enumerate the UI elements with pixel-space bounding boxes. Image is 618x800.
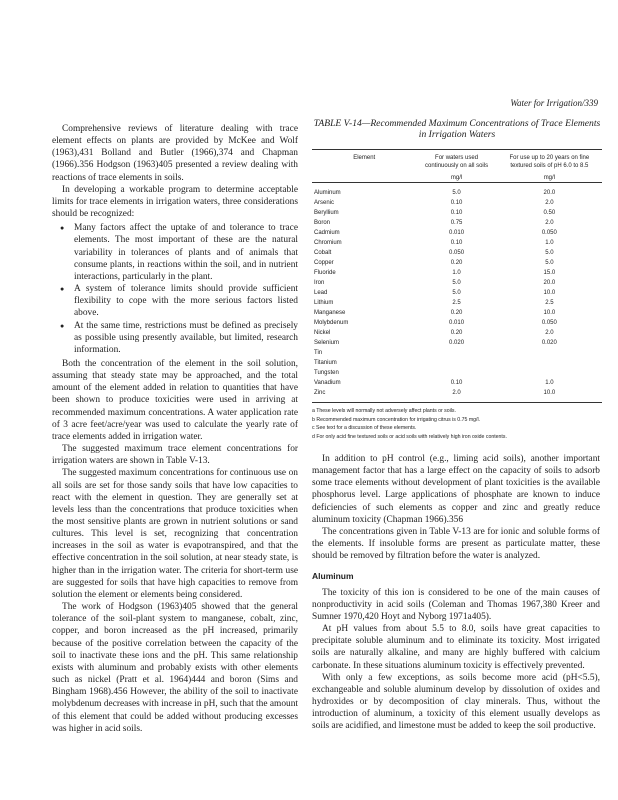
element-name: Cobalt	[314, 250, 332, 256]
element-name: Vanadium	[314, 380, 341, 386]
paragraph: Comprehensive reviews of literature dealing with trace element effects on plants are provided by McKee and Wolf (1963),431 Bolland and Butler (1966),374 and Chapman (1966).356 Hodgson (1963)405 presented a review dealing with reactions of trace elements in soils.	[52, 124, 298, 183]
footnote: a These levels will normally not adversely affect plants or soils.	[312, 408, 456, 414]
continuous-value: 0.20	[450, 330, 463, 336]
continuous-value: 0.20	[450, 260, 463, 266]
table-row	[312, 248, 602, 258]
short-term-value: 10.0	[543, 290, 556, 296]
table-row	[312, 258, 602, 268]
unit-label: mg/l	[543, 175, 556, 181]
continuous-value: 0.10	[450, 240, 463, 246]
element-name: Copper	[314, 260, 334, 266]
table-row	[312, 188, 602, 198]
paragraph: With only a few exceptions, as soils become more acid (pH<5.5), exchangeable and soluble aluminum develop by dissolution of oxides and hydroxides or by decomposition of clay minerals. Thus, without the introduction of aluminum, a toxicity of this element usually develops as soils are acidified, and limestone must be added to keep the soil productive.	[312, 672, 600, 732]
paragraph: The work of Hodgson (1963)405 showed that the general tolerance of the soil-plant system to manganese, cobalt, zinc, copper, and boron increased as the pH increased, primarily because of the positive correlation between the capacity of the soil to inactivate these ions and the pH. This same relationship exists with aluminum and probably exists with other elements such as nickel (Pratt et al. 1964)444 and boron (Sims and Bingham 1968).456 However, the ability of the soil to inactivate molybdenum decreases with increase in pH, such that the amount of this element that could be added without producing excesses was higher in acid soils.	[52, 602, 298, 734]
paragraph: In developing a workable program to determine acceptable limits for trace elements in irrigation waters, three considerations should be recognized:	[52, 184, 298, 220]
col-header-element: Element	[353, 155, 376, 161]
table-row	[312, 208, 602, 218]
bullet-item: ● At the same time, restrictions must be defined as precisely as possible using presently available, but limited, research information.	[74, 320, 298, 356]
element-name: Lithium	[314, 300, 334, 306]
short-term-value	[497, 348, 602, 358]
col-header-short-term: For use up to 20 years on fine textured soils of pH 6.0 to 8.5	[509, 155, 590, 169]
footnote: d For only acid fine textured soils or acid soils with relatively high iron oxide contents.	[312, 433, 507, 440]
table-row	[312, 368, 602, 378]
paragraph: The suggested maximum trace element concentrations for irrigation waters are shown in Table V-13.	[52, 444, 298, 467]
continuous-value: 0.10	[450, 380, 463, 386]
element-name: Cadmium	[314, 230, 340, 236]
short-term-value: 2.0	[545, 220, 554, 226]
paragraph: Both the concentration of the element in the soil solution, assuming that steady state may be approached, and the total amount of the element added in relation to quantities that have been shown to produce toxicities were used in arriving at recommended maximum concentrations. A water application rate of 3 acre feet/acre/year was used to calculate the yearly rate of trace elements added in irrigation water.	[52, 358, 298, 442]
table-row	[312, 288, 602, 298]
table-row	[312, 388, 602, 398]
short-term-value: 20.0	[543, 280, 556, 286]
continuous-value: 0.10	[450, 200, 463, 206]
continuous-value: 0.020	[449, 340, 465, 346]
table-row	[312, 298, 602, 308]
element-name: Tin	[314, 350, 323, 356]
bullet-item: ● Many factors affect the uptake of and tolerance to trace elements. The most important of these are the natural variability in tolerances of plants and of animals that consume plants, in reactions within the soil, and in nutrient interactions, particularly in the plant.	[74, 222, 298, 283]
table-row	[312, 318, 602, 328]
section-heading: Aluminum	[312, 571, 354, 582]
bullet-item: ● A system of tolerance limits should provide sufficient flexibility to cope with the more serious factors listed above.	[74, 283, 298, 319]
short-term-value: 1.0	[545, 240, 554, 246]
table-row	[312, 308, 602, 318]
short-term-value: 0.020	[541, 340, 557, 346]
continuous-value: 2.5	[452, 300, 461, 306]
element-name: Arsenic	[314, 200, 335, 206]
element-name: Fluoride	[314, 270, 336, 276]
short-term-value: 5.0	[545, 260, 554, 266]
continuous-value	[416, 348, 496, 358]
element-name: Lead	[314, 290, 328, 296]
element-name: Titanium	[314, 360, 337, 366]
short-term-value: 20.0	[543, 190, 556, 196]
element-name: Tungsten	[314, 370, 339, 376]
running-head: Water for Irrigation/339	[510, 98, 598, 108]
table-row	[312, 198, 602, 208]
table-row	[312, 338, 602, 348]
element-name: Boron	[314, 220, 331, 226]
continuous-value: 0.010	[449, 320, 465, 326]
left-column	[52, 123, 298, 735]
table-row	[312, 348, 602, 358]
continuous-value: 2.0	[452, 390, 461, 396]
short-term-value: 1.0	[545, 380, 554, 386]
table-row	[312, 238, 602, 248]
unit-label: mg/l	[450, 175, 463, 181]
short-term-value: 2.0	[545, 200, 554, 206]
continuous-value: 0.050	[449, 250, 465, 256]
short-term-value: 15.0	[543, 270, 556, 276]
continuous-value: 5.0	[452, 290, 461, 296]
continuous-value: 0.75	[450, 220, 463, 226]
table-row	[312, 358, 602, 368]
continuous-value	[416, 358, 496, 368]
table-footnotes	[312, 407, 602, 441]
bullet-list	[52, 222, 298, 356]
table-row	[312, 328, 602, 338]
table-row	[312, 218, 602, 228]
table-row	[312, 378, 602, 388]
element-name: Aluminum	[314, 190, 341, 196]
short-term-value: 0.50	[543, 210, 556, 216]
continuous-value: 5.0	[452, 190, 461, 196]
short-term-value	[497, 358, 602, 368]
continuous-value: 0.20	[450, 310, 463, 316]
element-name: Zinc	[314, 390, 326, 396]
short-term-value	[497, 368, 602, 378]
element-name: Selenium	[314, 340, 340, 346]
paragraph: In addition to pH control (e.g., liming acid soils), another important management factor that has a large effect on the capacity of soils to adsorb some trace elements without development of plant toxicities is the available phosphorus level. Large applications of phosphate are known to induce deficiencies of such elements as copper and zinc and greatly reduce aluminum toxicity (Chapman 1966).356	[312, 454, 600, 525]
continuous-value: 1.0	[452, 270, 461, 276]
paragraph: The toxicity of this ion is considered to be one of the main causes of nonproductivity in acid soils (Coleman and Thomas 1967,380 Kreer and Sumner 1970,420 Hoyt and Nyborg 1971a405).	[312, 587, 600, 622]
continuous-value: 5.0	[452, 280, 461, 286]
footnote: b Recommended maximum concentration for irrigating citrus is 0.75 mg/l.	[312, 416, 481, 423]
paragraph: The concentrations given in Table V-13 are for ionic and soluble forms of the elements. If insoluble forms are present as particulate matter, these should be removed by filtration before the water is analyzed.	[312, 526, 600, 562]
continuous-value: 0.010	[449, 230, 465, 236]
element-name: Beryllium	[314, 210, 339, 216]
trace-elements-table	[312, 118, 602, 441]
paragraph: The suggested maximum concentrations for continuous use on all soils are set for those sandy soils that have low capacities to react with the element in question. They are generally set at levels less than the concentrations that produce toxicities when the most sensitive plants are grown in nutrient solutions or sand cultures. This level is set, recognizing that concentration increases in the soil as water is evapotranspired, and that the effective concentration in the soil solution, at near steady state, is higher than in the irrigation water. The criteria for short-term use are suggested for soils that have high capacities to remove from solution the element or elements being considered.	[52, 468, 298, 600]
short-term-value: 2.0	[545, 330, 554, 336]
short-term-value: 10.0	[543, 390, 556, 396]
short-term-value: 0.050	[541, 230, 557, 236]
element-name: Molybdenum	[314, 320, 349, 326]
footnote: c See text for a discussion of these elements.	[312, 425, 417, 432]
right-column	[312, 453, 600, 732]
table-row	[312, 278, 602, 288]
short-term-value: 10.0	[543, 310, 556, 316]
continuous-value	[416, 368, 496, 378]
col-header-continuous: For waters used continuously on all soils	[425, 155, 489, 169]
element-name: Nickel	[314, 330, 331, 336]
table-row	[312, 228, 602, 238]
table-row	[312, 268, 602, 278]
continuous-value: 0.10	[450, 210, 463, 216]
short-term-value: 5.0	[545, 250, 554, 256]
paragraph: At pH values from about 5.5 to 8.0, soils have great capacities to precipitate soluble aluminum and to eliminate its toxicity. Most irrigated soils are naturally alkaline, and many are highly buffered with calcium carbonate. In these situations aluminum toxicity is effectively prevented.	[312, 624, 600, 671]
element-name: Iron	[314, 280, 325, 286]
element-name: Chromium	[314, 240, 342, 246]
table-title: TABLE V-14—Recommended Maximum Concentrations of Trace Elements in Irrigation Waters	[313, 118, 601, 140]
element-name: Manganese	[314, 310, 346, 316]
short-term-value: 2.5	[545, 300, 554, 306]
short-term-value: 0.050	[541, 320, 557, 326]
